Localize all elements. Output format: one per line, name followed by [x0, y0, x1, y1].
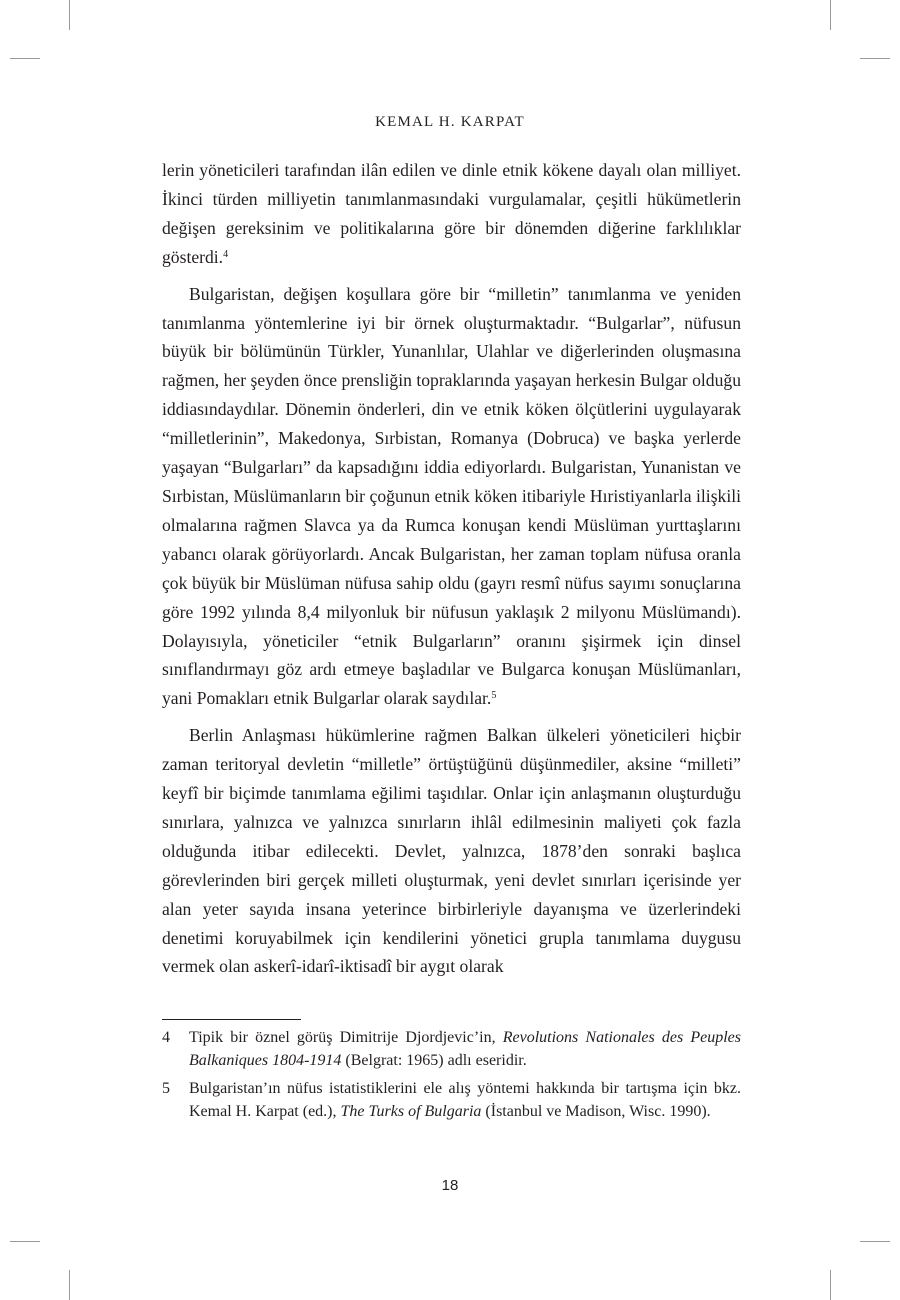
footnote	[162, 1077, 741, 1123]
footnote-text-after: (İstanbul ve Madison, Wisc. 1990).	[481, 1103, 711, 1120]
crop-mark-top-left	[69, 0, 70, 30]
paragraph	[162, 280, 741, 714]
footnotes	[162, 1026, 741, 1128]
footnote-rule	[162, 1019, 301, 1020]
paragraph-text: lerin yöneticileri tarafından ilân edilen ve dinle etnik kökene dayalı olan milliyet. İkinci türden milliyetin tanımlanmasındaki vurgulamalar, çeşitli hükümetlerin değişen gereksinim ve politikalarına göre bir dönemden diğerine farklılıklar gösterdi.	[162, 160, 741, 267]
footnote-ref[interactable]: 4	[223, 248, 229, 260]
paragraph	[162, 156, 741, 272]
paragraph	[162, 721, 741, 981]
body-text	[162, 156, 741, 981]
page-number: 18	[441, 1177, 459, 1194]
crop-mark-left-bottom	[10, 1241, 40, 1242]
footnote	[162, 1026, 741, 1072]
footnote-ref[interactable]: 5	[491, 690, 497, 702]
footnote-text-after: (Belgrat: 1965) adlı eseridir.	[341, 1052, 527, 1069]
footnote-text	[189, 1026, 741, 1072]
crop-mark-left-top	[10, 58, 40, 59]
crop-mark-bottom-right	[830, 1270, 831, 1300]
paragraph-text: Bulgaristan, değişen koşullara göre bir “milletin” tanımlanma ve yeniden tanımlanma yöntemlerine iyi bir örnek oluşturmaktadır. “Bulgarlar”, nüfusun büyük bir bölümünün Türkler, Yunanlılar, Ulahlar ve diğerlerinden oluşmasına rağmen, her şeyden önce prensliğin topraklarında yaşayan herkesin Bulgar olduğu iddiasındaydılar. Dönemin önderleri, din ve etnik köken ölçütlerini uygulayarak “milletlerinin”, Makedonya, Sırbistan, Romanya (Dobruca) ve başka yerlerde yaşayan “Bulgarları” da kapsadığını iddia ediyorlardı. Bulgaristan, Yunanistan ve Sırbistan, Müslümanların bir çoğunun etnik köken itibariyle Hıristiyanlarla ilişkili olmalarına rağmen Slavca ya da Rumca konuşan kendi Müslüman yurttaşlarını yabancı olarak görüyorlardı. Ancak Bulgaristan, her zaman toplam nüfusa oranla çok büyük bir Müslüman nüfusa sahip oldu (gayrı resmî nüfus sayımı sonuçlarına göre 1992 yılında 8,4 milyonluk bir nüfusun yaklaşık 2 milyonu Müslümandı). Dolayısıyla, yöneticiler “etnik Bulgarların” oranını şişirmek için dinsel sınıflandırmayı göz ardı etmeye başladılar ve Bulgarca konuşan Müslümanları, yani Pomakları etnik Bulgarlar olarak saydılar.	[162, 283, 741, 709]
paragraph-text: Berlin Anlaşması hükümlerine rağmen Balkan ülkeleri yöneticileri hiçbir zaman teritoryal devletin “milletle” örtüştüğünü düşünmediler, aksine “milleti” keyfî bir biçimde tanımlama eğilimi taşıdılar. Onlar için anlaşmanın oluşturduğu sınırlara, yalnızca ve yalnızca sınırların ihlâl edilmesinin maliyeti çok fazla olduğunda itibar edilecekti. Devlet, yalnızca, 1878’den sonraki başlıca görevlerinden biri gerçek milleti oluşturmak, yeni devlet sınırları içerisinde yer alan yeter sayıda insana yeterince birbirleriyle dayanışma ve üzerlerindeki denetimi koruyabilmek için kendilerini yönetici grupla tanımlama duygusu vermek olan askerî-idarî-iktisadî bir aygıt olarak	[162, 725, 741, 977]
footnote-title: Revolutions Nationales des Peuples Balkaniques 1804-1914	[189, 1029, 741, 1069]
crop-mark-bottom-left	[69, 1270, 70, 1300]
running-head: KEMAL H. KARPAT	[375, 114, 525, 130]
footnote-text	[189, 1077, 741, 1123]
footnote-number: 5	[162, 1080, 170, 1097]
crop-mark-right-bottom	[860, 1241, 890, 1242]
crop-mark-top-right	[830, 0, 831, 30]
footnote-text-before: Bulgaristan’ın nüfus istatistiklerini ele alış yöntemi hakkında bir tartışma için bkz. Kemal H. Karpat (ed.),	[189, 1080, 741, 1120]
footnote-number: 4	[162, 1029, 170, 1046]
footnote-text-before: Tipik bir öznel görüş Dimitrije Djordjevic’in,	[189, 1029, 503, 1046]
crop-mark-right-top	[860, 58, 890, 59]
footnote-title: The Turks of Bulgaria	[340, 1103, 482, 1120]
